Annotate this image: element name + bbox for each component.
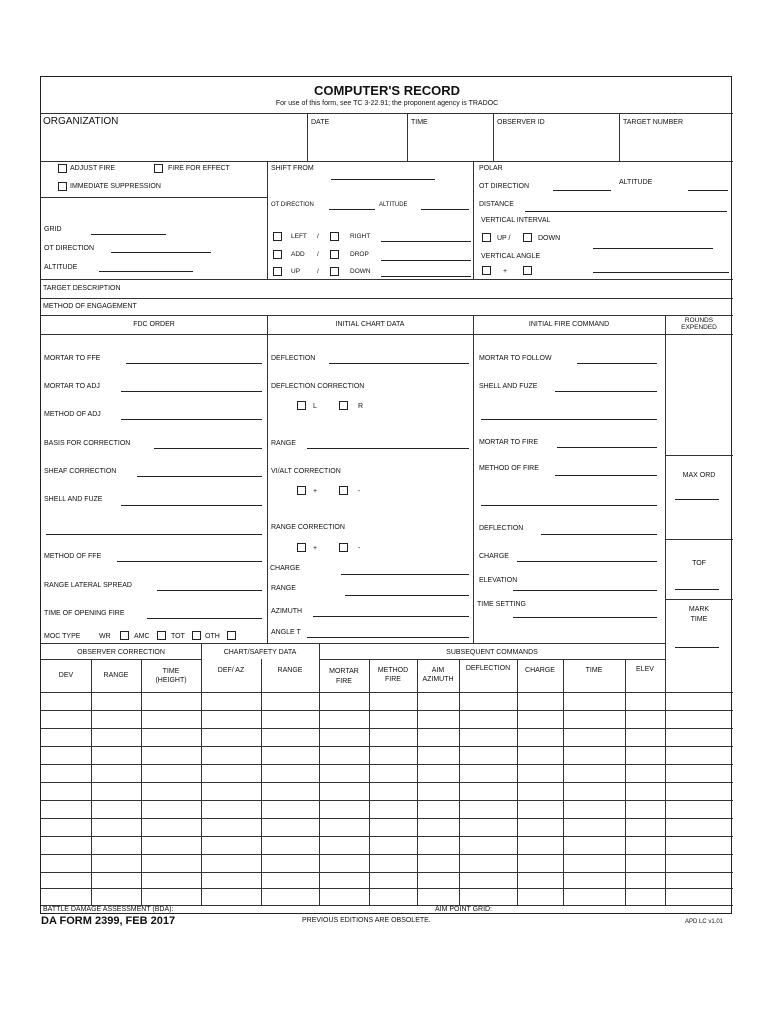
table-row [41,746,733,747]
time-setting-label: TIME SETTING [477,601,526,608]
divider [267,161,268,279]
basis-for-correction-label: BASIS FOR CORRECTION [44,440,131,447]
fdc-order-header: FDC ORDER [133,321,175,328]
divider [41,197,267,198]
oth-label: OTH [205,633,220,640]
vi-up-label: UP / [497,235,511,242]
immediate-suppression-label: IMMEDIATE SUPPRESSION [70,183,161,190]
drop-checkbox[interactable] [330,250,339,259]
angle-t-label: ANGLE T [271,629,301,636]
col-mortar: MORTAR [329,668,359,675]
tof-field[interactable] [675,589,719,590]
mortar-to-follow-label: MORTAR TO FOLLOW [479,355,552,362]
polar-altitude-field[interactable] [688,190,728,191]
vi-minus-checkbox[interactable] [339,486,348,495]
right-label: RIGHT [350,233,371,240]
grid-label: GRID [44,226,62,233]
range-lateral-spread-field[interactable] [157,590,262,591]
slash: / [317,268,319,275]
charge-label: CHARGE [270,565,300,572]
computers-record-form [40,76,732,914]
method-of-engagement-label: METHOD OF ENGAGEMENT [43,303,137,310]
initial-chart-data-header: INITIAL CHART DATA [335,321,405,328]
cmd-deflection-field[interactable] [541,534,657,535]
divider [41,692,733,693]
date-label: DATE [311,119,330,126]
mortar-to-adj-label: MORTAR TO ADJ [44,383,100,390]
col-aim-azimuth: AZIMUTH [422,676,454,683]
divider [307,113,308,161]
angle-t-field[interactable] [307,637,469,638]
divider [665,315,666,687]
organization-label: ORGANIZATION [43,116,119,127]
azimuth-field[interactable] [313,616,469,617]
tot-label: TOT [171,633,185,640]
deflection-r-label: R [358,403,364,410]
range2-field[interactable] [345,595,469,596]
form-title: COMPUTER'S RECORD [313,83,461,98]
wr-checkbox[interactable] [120,631,129,640]
mortar-to-fire-field[interactable] [557,447,657,448]
shift-ot-direction-label: OT DIRECTION [271,202,314,208]
down-label: DOWN [350,268,371,275]
add-checkbox[interactable] [273,250,282,259]
time-label: TIME [690,616,708,623]
vi-plus-label: + [313,488,318,495]
mortar-to-follow-field[interactable] [577,363,657,364]
elevation-field[interactable] [513,590,657,591]
range-correction-label: RANGE CORRECTION [271,524,345,531]
shift-altitude-label: ALTITUDE [379,202,408,208]
cmd-extra-field-1[interactable] [481,419,657,420]
elevation-label: ELEVATION [479,577,518,584]
wr-label: WR [99,633,111,640]
tof-label: TOF [692,560,706,567]
adjust-fire-label: ADJUST FIRE [70,165,115,172]
form-id: DA FORM 2399, FEB 2017 [41,915,176,927]
oth-checkbox[interactable] [227,631,236,640]
max-ord-field[interactable] [675,499,719,500]
col-time: TIME [162,668,180,675]
col-time2: TIME [585,667,603,674]
divider [41,113,733,114]
col-range: RANGE [103,672,129,679]
fire-for-effect-label: FIRE FOR EFFECT [168,165,230,172]
deflection-label: DEFLECTION [271,355,316,362]
tot-checkbox[interactable] [192,631,201,640]
sheaf-correction-label: SHEAF CORRECTION [44,468,117,475]
previous-editions-note: PREVIOUS EDITIONS ARE OBSOLETE. [302,917,431,924]
initial-fire-command-header: INITIAL FIRE COMMAND [528,321,610,328]
mark-time-field[interactable] [675,647,719,648]
moc-type-label: MOC TYPE [44,633,81,640]
aim-point-grid-label: AIM POINT GRID: [435,906,493,913]
divider [41,315,733,316]
sheaf-correction-field[interactable] [137,476,262,477]
divider [41,161,733,162]
table-row [41,888,733,889]
vertical-angle-field[interactable] [593,272,729,273]
mortar-to-ffe-label: MORTAR TO FFE [44,355,101,362]
divider [665,455,733,456]
vi-plus-checkbox[interactable] [297,486,306,495]
azimuth-label: AZIMUTH [271,608,303,615]
divider [267,315,268,643]
table-row [41,872,733,873]
drop-label: DROP [350,251,369,258]
method-of-fire-label: METHOD OF FIRE [479,465,539,472]
table-row [41,818,733,819]
version-label: APD LC v1.01 [685,919,724,925]
grid-field[interactable] [91,234,166,235]
distance-label: DISTANCE [479,201,514,208]
charge-field[interactable] [341,574,469,575]
fire-for-effect-checkbox[interactable] [154,164,163,173]
method-of-fire-field[interactable] [555,475,657,476]
time-label: TIME [411,119,428,126]
time-of-opening-fire-field[interactable] [147,618,262,619]
vi-down-label: DOWN [538,235,561,242]
up-down-field[interactable] [381,276,471,277]
distance-field[interactable] [525,211,727,212]
target-description-label: TARGET DESCRIPTION [43,285,121,292]
method-of-ffe-field[interactable] [117,561,262,562]
up-label: UP [291,268,301,275]
fdc-extra-field[interactable] [46,534,262,535]
mortar-to-adj-field[interactable] [121,391,262,392]
col-height: (HEIGHT) [155,677,187,684]
divider [201,643,202,905]
table-row [41,764,733,765]
amc-checkbox[interactable] [157,631,166,640]
va-plus-checkbox[interactable] [482,266,491,275]
shift-from-field[interactable] [331,179,435,180]
divider [319,643,320,905]
altitude-label: ALTITUDE [44,264,78,271]
divider [665,539,733,540]
shift-altitude-field[interactable] [421,209,469,210]
divider [41,334,733,335]
shell-and-fuze-field[interactable] [121,505,262,506]
col-elev: ELEV [636,666,654,673]
altitude-field[interactable] [99,271,193,272]
observer-id-label: OBSERVER ID [497,119,545,126]
polar-altitude-label: ALTITUDE [619,179,653,186]
vertical-interval-label: VERTICAL INTERVAL [481,217,551,224]
col-method-fire: FIRE [385,676,401,683]
add-drop-field[interactable] [381,260,471,261]
right-checkbox[interactable] [330,232,339,241]
cmd-shell-and-fuze-field[interactable] [555,391,657,392]
deflection-l-checkbox[interactable] [297,401,306,410]
left-right-field[interactable] [381,241,471,242]
rounds-header: ROUNDS [684,317,714,324]
table-row [41,854,733,855]
method-of-ffe-label: METHOD OF FFE [44,553,102,560]
range-label: RANGE [271,440,296,447]
ot-direction-field[interactable] [111,252,211,253]
range2-label: RANGE [271,585,296,592]
divider [473,315,474,643]
col-method: METHOD [377,667,409,674]
left-checkbox[interactable] [273,232,282,241]
form-subtitle: For use of this form, see TC 3-22.91; the proponent agency is TRADOC [275,100,499,107]
vi-minus-label: - [358,488,361,495]
method-of-adj-label: METHOD OF ADJ [44,411,101,418]
divider [41,298,733,299]
polar-ot-direction-label: OT DIRECTION [479,183,530,190]
slash: / [317,233,319,240]
deflection-field[interactable] [329,363,469,364]
col-aim: AIM [431,667,445,674]
subsequent-commands-header: SUBSEQUENT COMMANDS [446,649,538,656]
table-row [41,782,733,783]
bda-label: BATTLE DAMAGE ASSESSMENT (BDA): [43,906,174,913]
slash: / [317,251,319,258]
basis-for-correction-field[interactable] [154,448,262,449]
vertical-angle-label: VERTICAL ANGLE [481,253,541,260]
cmd-extra-field-2[interactable] [481,505,657,506]
col-deflection: DEFLECTION [465,665,511,672]
vertical-interval-field[interactable] [593,248,713,249]
divider [41,279,733,280]
deflection-l-label: L [313,403,317,410]
up-checkbox[interactable] [273,267,282,276]
shift-from-label: SHIFT FROM [271,165,314,172]
mark-label: MARK [688,606,710,613]
target-number-label: TARGET NUMBER [623,119,684,126]
amc-label: AMC [134,633,150,640]
divider [473,161,474,279]
time-of-opening-fire-label: TIME OF OPENING FIRE [44,610,125,617]
cmd-charge-label: CHARGE [479,553,509,560]
rc-minus-label: - [358,545,361,552]
observer-correction-header: OBSERVER CORRECTION [77,649,165,656]
col-mortar-fire: FIRE [336,678,352,685]
rc-plus-label: + [313,545,318,552]
rc-plus-checkbox[interactable] [297,543,306,552]
divider [619,113,620,161]
divider [665,599,733,600]
left-label: LEFT [291,233,307,240]
range-lateral-spread-label: RANGE LATERAL SPREAD [44,582,132,589]
va-plus-label: + [503,268,508,275]
cmd-deflection-label: DEFLECTION [479,525,524,532]
vi-down-checkbox[interactable] [523,233,532,242]
col-def-az: DEF/ AZ [217,667,245,674]
mortar-to-ffe-field[interactable] [126,363,262,364]
cmd-charge-field[interactable] [517,561,657,562]
va-minus-checkbox[interactable] [523,266,532,275]
vi-alt-correction-label: VI/ALT CORRECTION [271,468,341,475]
method-of-adj-field[interactable] [121,419,262,420]
table-row [41,728,733,729]
deflection-r-checkbox[interactable] [339,401,348,410]
add-label: ADD [291,251,305,258]
cmd-shell-and-fuze-label: SHELL AND FUZE [479,383,538,390]
deflection-correction-label: DEFLECTION CORRECTION [271,383,365,390]
ot-direction-label: OT DIRECTION [44,245,95,252]
polar-label: POLAR [479,165,503,172]
shell-and-fuze-label: SHELL AND FUZE [44,496,103,503]
chart-safety-data-header: CHART/SAFETY DATA [223,649,297,656]
adjust-fire-checkbox[interactable] [58,164,67,173]
col-range2: RANGE [277,667,303,674]
polar-ot-direction-field[interactable] [553,190,611,191]
divider [41,643,665,644]
immediate-suppression-checkbox[interactable] [58,182,67,191]
rc-minus-checkbox[interactable] [339,543,348,552]
divider [407,113,408,161]
table-row [41,710,733,711]
time-setting-field[interactable] [513,617,657,618]
vi-up-checkbox[interactable] [482,233,491,242]
table-row [41,836,733,837]
table-row [41,800,733,801]
expended-header: EXPENDED [681,324,717,331]
mortar-to-fire-label: MORTAR TO FIRE [479,439,538,446]
col-dev: DEV [58,672,74,679]
down-checkbox[interactable] [330,267,339,276]
range-field[interactable] [307,448,469,449]
col-charge: CHARGE [525,667,555,674]
divider [319,659,665,660]
shift-ot-direction-field[interactable] [329,209,375,210]
divider [41,659,201,660]
divider [493,113,494,161]
max-ord-label: MAX ORD [682,472,716,479]
